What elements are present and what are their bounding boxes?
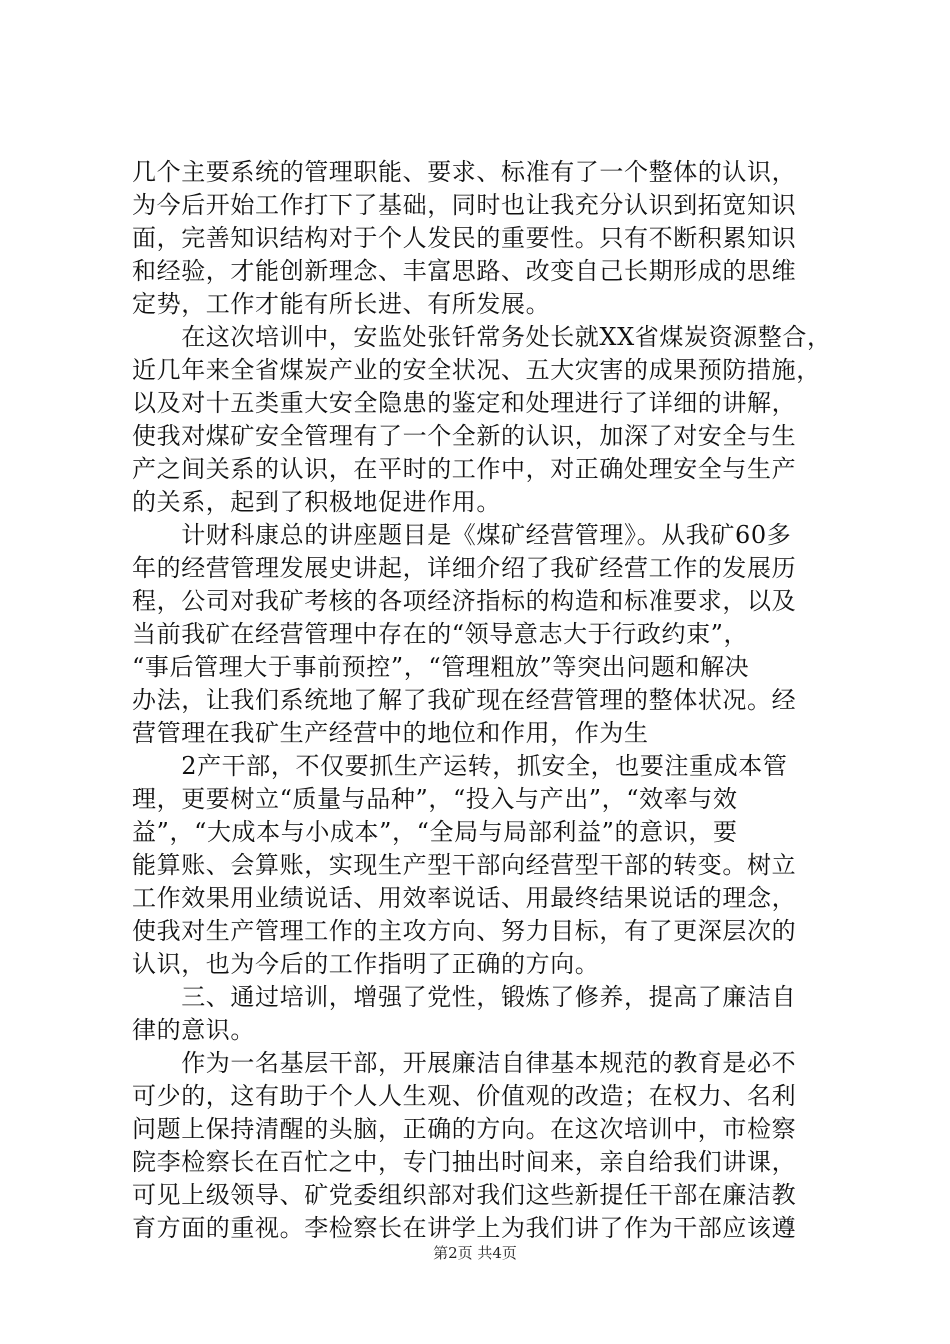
text-line: 作为一名基层干部，开展廉洁自律基本规范的教育是必不: [132, 1049, 797, 1077]
text-line: 当前我矿在经营管理中存在的“领导意志大于行政约束”，: [132, 620, 749, 648]
text-line: 营管理在我矿生产经营中的地位和作用，作为生: [132, 719, 649, 747]
text-line: 办法，让我们系统地了解了我矿现在经营管理的整体状况。经: [132, 686, 797, 714]
text-line: 工作效果用业绩说话、用效率说话、用最终结果说话的理念，: [132, 884, 797, 912]
text-line: 产之间关系的认识，在平时的工作中，对正确处理安全与生产: [132, 455, 797, 483]
text-line: 在这次培训中，安监处张钎常务处长就XX省煤炭资源整合，: [132, 323, 832, 351]
text-line: 以及对十五类重大安全隐患的鉴定和处理进行了详细的讲解，: [132, 389, 797, 417]
text-line: 2产干部，不仅要抓生产运转，抓安全，也要注重成本管: [132, 752, 788, 780]
text-line: 年的经营管理发展史讲起，详细介绍了我矿经营工作的发展历: [132, 554, 797, 582]
text-line: 使我对煤矿安全管理有了一个全新的认识，加深了对安全与生: [132, 422, 797, 450]
text-line: 益”，“大成本与小成本”，“全局与局部利益”的意识，要: [132, 818, 738, 846]
page-footer: 第2页 共4页: [433, 1244, 517, 1262]
text-line: 可少的，这有助于个人人生观、价值观的改造；在权力、名利: [132, 1082, 797, 1110]
text-line: “事后管理大于事前预控”，“管理粗放”等突出问题和解决: [132, 653, 750, 681]
text-line: 几个主要系统的管理职能、要求、标准有了一个整体的认识，: [132, 158, 797, 186]
text-line: 育方面的重视。李检察长在讲学上为我们讲了作为干部应该遵: [132, 1214, 797, 1242]
text-line: 近几年来全省煤炭产业的安全状况、五大灾害的成果预防措施，: [132, 356, 821, 384]
text-line: 问题上保持清醒的头脑，正确的方向。在这次培训中，市检察: [132, 1115, 797, 1143]
text-line: 计财科康总的讲座题目是《煤矿经营管理》。从我矿60多: [132, 521, 792, 549]
text-line: 可见上级领导、矿党委组织部对我们这些新提任干部在廉洁教: [132, 1181, 797, 1209]
text-line: 面，完善知识结构对于个人发民的重要性。只有不断积累知识: [132, 224, 797, 252]
text-line: 为今后开始工作打下了基础，同时也让我充分认识到拓宽知识: [132, 191, 797, 219]
text-line: 理，更要树立“质量与品种”，“投入与产出”，“效率与效: [132, 785, 738, 813]
text-line: 认识，也为今后的工作指明了正确的方向。: [132, 950, 600, 978]
text-line: 程，公司对我矿考核的各项经济指标的构造和标准要求，以及: [132, 587, 797, 615]
document-body: [132, 156, 832, 1245]
text-line: 的关系，起到了积极地促进作用。: [132, 488, 501, 516]
text-line: 和经验，才能创新理念、丰富思路、改变自己长期形成的思维: [132, 257, 797, 285]
text-line: 能算账、会算账，实现生产型干部向经营型干部的转变。树立: [132, 851, 797, 879]
text-line: 院李检察长在百忙之中，专门抽出时间来，亲自给我们讲课，: [132, 1148, 797, 1176]
text-line: 使我对生产管理工作的主攻方向、努力目标，有了更深层次的: [132, 917, 797, 945]
text-line: 律的意识。: [132, 1016, 255, 1044]
text-line: 定势，工作才能有所长进、有所发展。: [132, 290, 551, 318]
text-line: 三、通过培训，增强了党性，锻炼了修养，提高了廉洁自: [132, 983, 797, 1011]
